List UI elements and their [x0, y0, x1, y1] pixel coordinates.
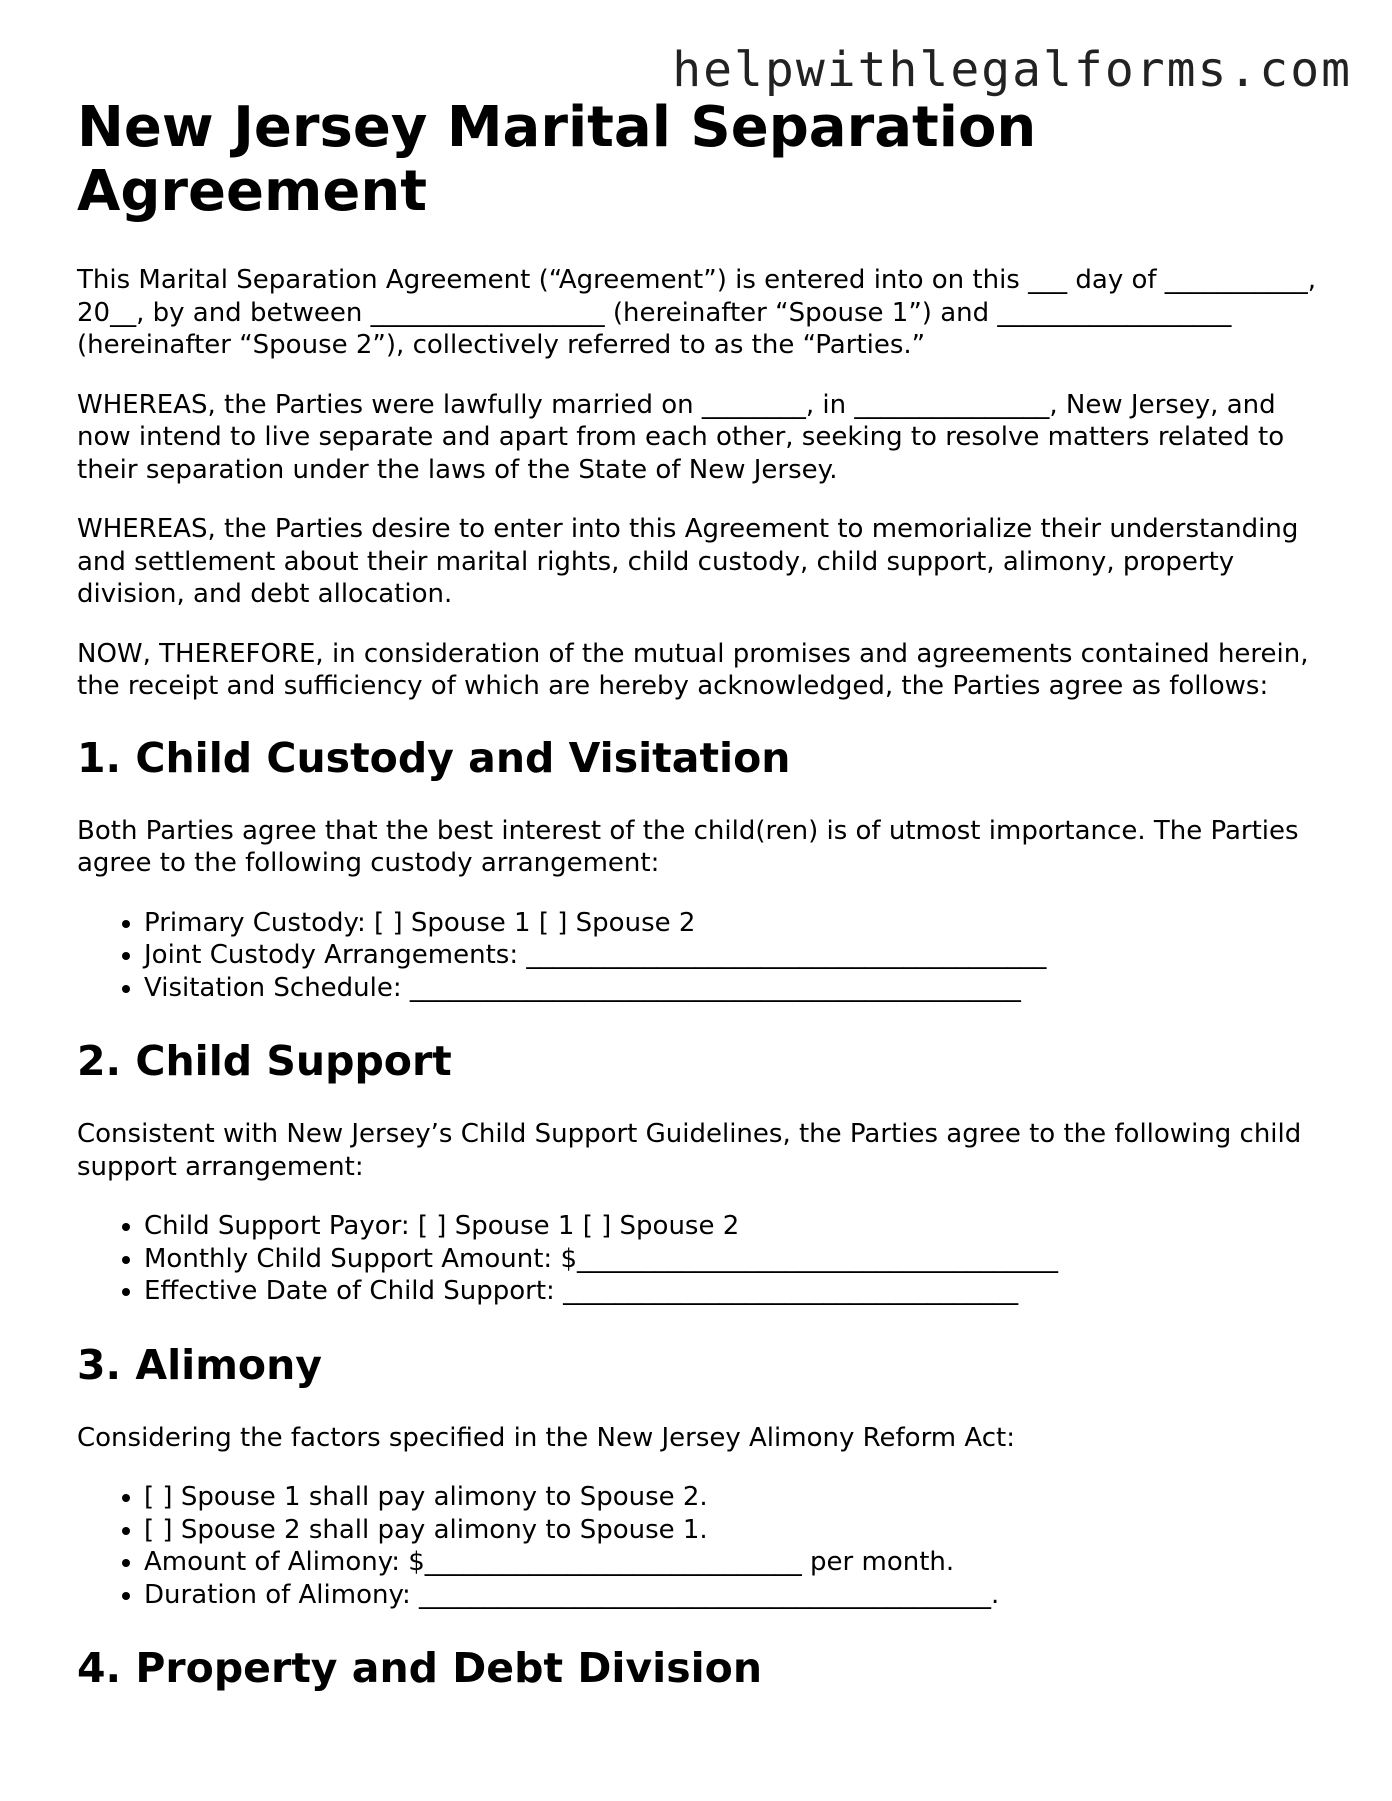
section-property-debt: [77, 1643, 1327, 1693]
section-heading: 2. Child Support: [77, 1037, 452, 1085]
list-item: • Duration of Alimony: ____________________________________________.: [144, 1579, 1327, 1612]
list-item: • [ ] Spouse 1 shall pay alimony to Spouse 2.: [144, 1481, 1327, 1514]
list-item: • Amount of Alimony: $_____________________________ per month.: [144, 1546, 1327, 1579]
intro-paragraph: This Marital Separation Agreement (“Agreement”) is entered into on this ___ day of ___________, 20__, by and between __________________ (hereinafter “Spouse 1”) and __________________ (hereinafter “Spouse 2”), collectively referred to as the “Parties.”: [77, 265, 1317, 360]
list-item: • Child Support Payor: [ ] Spouse 1 [ ] Spouse 2: [144, 1210, 1327, 1243]
section-list: [77, 1481, 1327, 1611]
document-page: [77, 96, 1327, 1725]
section-intro: Both Parties agree that the best interest of the child(ren) is of utmost importance. The Parties agree to the following custody arrangement:: [77, 815, 1299, 878]
section-heading: 3. Alimony: [77, 1340, 323, 1389]
list-item: • Monthly Child Support Amount: $_____________________________________: [144, 1243, 1327, 1276]
watermark: helpwithlegalforms.com: [672, 42, 1352, 98]
whereas-agreement-paragraph: WHEREAS, the Parties desire to enter into this Agreement to memorialize their understanding and settlement about their marital rights, child custody, child support, alimony, property division, and debt allocation.: [77, 514, 1299, 609]
section-list: [77, 1210, 1327, 1308]
section-heading: 1. Child Custody and Visitation: [77, 733, 791, 782]
document-title: New Jersey Marital Separation Agreement: [77, 95, 1037, 224]
whereas-marriage-paragraph: WHEREAS, the Parties were lawfully married on ________, in _______________, New Jersey, and now intend to live separate and apart from each other, seeking to resolve matters related to their separation under the laws of the State of New Jersey.: [77, 389, 1285, 485]
section-intro: Considering the factors specified in the New Jersey Alimony Reform Act:: [77, 1422, 1015, 1453]
section-list: [77, 907, 1327, 1005]
section-child-custody: [77, 733, 1327, 1005]
list-item: • [ ] Spouse 2 shall pay alimony to Spouse 1.: [144, 1514, 1327, 1547]
section-intro: Consistent with New Jersey’s Child Support Guidelines, the Parties agree to the following child support arrangement:: [77, 1119, 1302, 1182]
list-item: • Effective Date of Child Support: ___________________________________: [144, 1275, 1327, 1308]
section-heading: 4. Property and Debt Division: [77, 1644, 763, 1692]
section-child-support: [77, 1036, 1327, 1308]
section-alimony: [77, 1340, 1327, 1612]
list-item: • Joint Custody Arrangements: ________________________________________: [144, 939, 1327, 972]
list-item: • Visitation Schedule: _______________________________________________: [144, 972, 1327, 1005]
now-therefore-paragraph: NOW, THEREFORE, in consideration of the mutual promises and agreements contained herein, the receipt and sufficiency of which are hereby acknowledged, the Parties agree as follows:: [77, 638, 1309, 701]
list-item: • Primary Custody: [ ] Spouse 1 [ ] Spouse 2: [144, 907, 1327, 940]
